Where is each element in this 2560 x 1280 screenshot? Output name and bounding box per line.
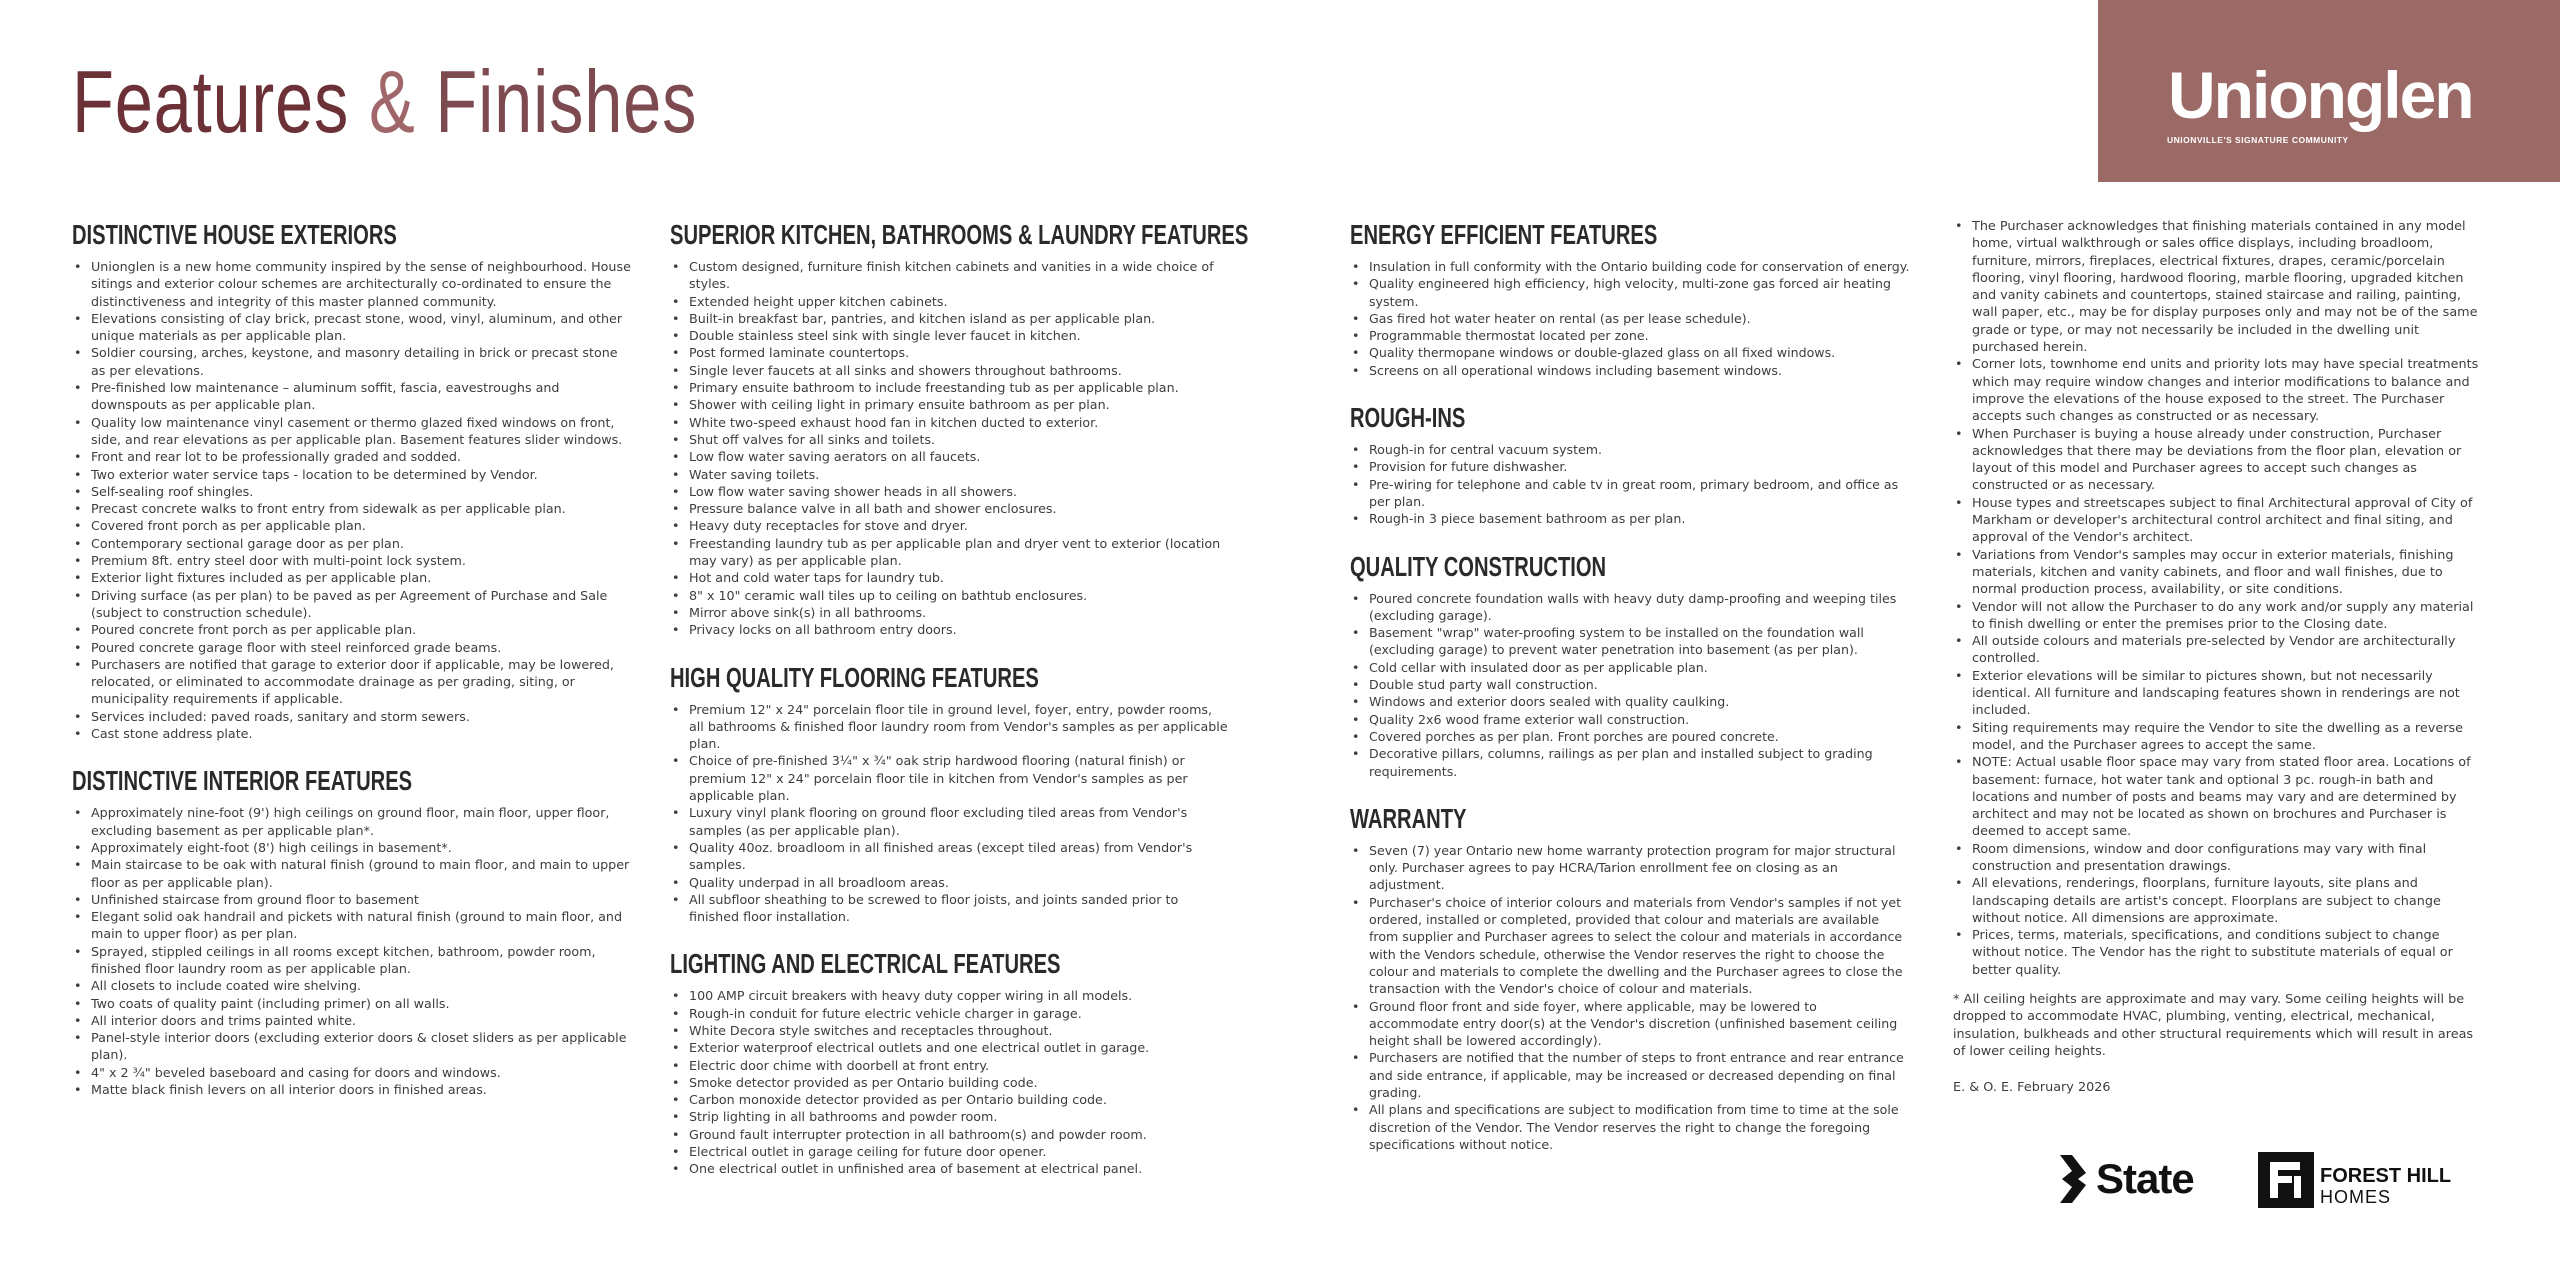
list-item: • Front and rear lot to be professionally graded and sodded. [72,448,632,465]
list-item: • Purchaser's choice of interior colours and materials from Vendor's samples if not yet ordered, installed or completed, provided that colour and materials are available from supplier and Purchaser agrees to select the colour and materials in accordance with the Vendors schedule, otherwise the Vendor reserves the right to choose the colour and materials to complete the dwelling and the Purchaser agrees to close the transaction with the Vendor's choice of colour and materials. [1350,894,1910,998]
list-item: • Luxury vinyl plank flooring on ground floor excluding tiled areas from Vendor's samples (as per applicable plan). [670,804,1230,839]
list-item: • Pre-wiring for telephone and cable tv in great room, primary bedroom, and office as per plan. [1350,476,1910,511]
list-item: • Gas fired hot water heater on rental (as per lease schedule). [1350,310,1910,327]
list-item: • Hot and cold water taps for laundry tub. [670,569,1230,586]
list-item: • Elegant solid oak handrail and pickets with natural finish (ground to main floor, and main to upper floor) as per plan. [72,908,632,943]
list-item: • Two exterior water service taps - location to be determined by Vendor. [72,466,632,483]
list-item: • Screens on all operational windows including basement windows. [1350,362,1910,379]
list-item: • Panel-style interior doors (excluding exterior doors & closet sliders as per applicable plan). [72,1029,632,1064]
list-item: • NOTE: Actual usable floor space may vary from stated floor area. Locations of basement: furnace, hot water tank and optional 3 pc. rough-in bath and locations and number of posts and beams may vary and are determined by architect and may not be located as shown on brochures and Purchaser is deemed to accept same. [1953,754,2488,840]
title-finishes: Finishes [435,52,698,151]
list-item: • 4" x 2 ¾" beveled baseboard and casing for doors and windows. [72,1064,632,1081]
list-item: • Rough-in 3 piece basement bathroom as per plan. [1350,510,1910,527]
list-item: • The Purchaser acknowledges that finishing materials contained in any model home, virtual walkthrough or sales office displays, including broadloom, furniture, mirrors, fireplaces, electrical fixtures, drapes, ceramic/porcelain flooring, vinyl flooring, hardwood flooring, marble flooring, upgraded kitchen and vanity cabinets and countertops, stained staircase and railing, painting, wall paper, etc., may be for display purposes only and may not be of the same grade or type, or may not necessarily be included in the dwelling unit purchased herein. [1953,218,2488,356]
forest-hill-homes-text: HOMES [2320,1187,2392,1207]
list-item: • Rough-in for central vacuum system. [1350,441,1910,458]
list-item: • Heavy duty receptacles for stove and dryer. [670,517,1230,534]
list-item: • Choice of pre-finished 3¼" x ¾" oak strip hardwood flooring (natural finish) or premium 12" x 24" porcelain floor tile in kitchen from Vendor's samples as per applicable plan. [670,752,1230,804]
section-heading-kitchen: SUPERIOR KITCHEN, BATHROOMS & LAUNDRY FEATURES [670,219,1249,250]
section-heading-lighting: LIGHTING AND ELECTRICAL FEATURES [670,948,1061,980]
ceiling-footnote: * All ceiling heights are approximate and may vary. Some ceiling heights will be dropped to accommodate HVAC, plumbing, venting, electrical, mechanical, insulation, bulkheads and other structural requirements which will result in areas of lower ceiling heights. [1953,992,2474,1059]
warranty-list [1350,842,1910,1153]
column-3 [1350,218,1910,1153]
section-heading-flooring: HIGH QUALITY FLOORING FEATURES [670,661,1039,693]
list-item: • Electric door chime with doorbell at front entry. [670,1057,1230,1074]
list-item: • All interior doors and trims painted white. [72,1012,632,1029]
section-heading-quality: QUALITY CONSTRUCTION [1350,550,1607,582]
list-item: • Ground fault interrupter protection in all bathroom(s) and powder room. [670,1126,1230,1143]
list-item: • Corner lots, townhome end units and priority lots may have special treatments which may require window changes and interior modifications to balance and improve the elevations of the house exposed to the street. The Purchaser accepts such changes as constructed or as necessary. [1953,356,2488,425]
list-item: • Pre-finished low maintenance – aluminum soffit, fascia, eavestroughs and downspouts as per applicable plan. [72,379,632,414]
quality-list [1350,590,1910,780]
list-item: • Quality low maintenance vinyl casement or thermo glazed fixed windows on front, side, and rear elevations as per applicable plan. Basement features slider windows. [72,414,632,449]
list-item: • Carbon monoxide detector provided as per Ontario building code. [670,1091,1230,1108]
list-item: • Elevations consisting of clay brick, precast stone, wood, vinyl, aluminum, and other unique materials as per applicable plan. [72,310,632,345]
list-item: • Premium 8ft. entry steel door with multi-point lock system. [72,552,632,569]
list-item: • White two-speed exhaust hood fan in kitchen ducted to exterior. [670,414,1230,431]
lighting-list [670,987,1230,1177]
column-4 [1953,218,2488,1095]
list-item: • Premium 12" x 24" porcelain floor tile in ground level, foyer, entry, powder rooms, all bathrooms & finished floor laundry room from Vendor's samples as per applicable plan. [670,701,1230,753]
title-ampersand: & [368,52,416,151]
energy-list [1350,258,1910,379]
eoe-date: E. & O. E. February 2026 [1953,1080,2111,1096]
state-logo-text: State [2096,1155,2194,1202]
exteriors-list [72,258,632,742]
column-1 [72,218,632,1098]
roughins-list [1350,441,1910,527]
kitchen-list [670,258,1230,639]
list-item: • Rough-in conduit for future electric vehicle charger in garage. [670,1005,1230,1022]
state-mark-icon [2058,1153,2088,1205]
section-heading-energy: ENERGY EFFICIENT FEATURES [1350,219,1658,250]
brand-logo-box [2098,0,2560,182]
list-item: • Sprayed, stippled ceilings in all rooms except kitchen, bathroom, powder room, finished floor laundry room as per applicable plan. [72,943,632,978]
list-item: • Poured concrete foundation walls with heavy duty damp-proofing and weeping tiles (excluding garage). [1350,590,1910,625]
section-heading-warranty: WARRANTY [1350,802,1467,834]
list-item: • Primary ensuite bathroom to include freestanding tub as per applicable plan. [670,379,1230,396]
list-item: • Vendor will not allow the Purchaser to do any work and/or supply any material to finish dwelling or enter the premises prior to the Closing date. [1953,599,2488,634]
list-item: • Driving surface (as per plan) to be paved as per Agreement of Purchase and Sale (subject to construction schedule). [72,587,632,622]
list-item: • Siting requirements may require the Vendor to site the dwelling as a reverse model, and the Purchaser agrees to accept the same. [1953,720,2488,755]
list-item: • Unionglen is a new home community inspired by the sense of neighbourhood. House sitings and exterior colour schemes are architecturally co-ordinated to ensure the distinctiveness and integrity of this master planned community. [72,258,632,310]
list-item: • Electrical outlet in garage ceiling for future door opener. [670,1143,1230,1160]
list-item: • Insulation in full conformity with the Ontario building code for conservation of energy. [1350,258,1910,275]
list-item: • Variations from Vendor's samples may occur in exterior materials, finishing materials, kitchen and vanity cabinets, and floor and wall finishes, due to normal production process, availability, or site conditions. [1953,547,2488,599]
list-item: • Double stainless steel sink with single lever faucet in kitchen. [670,327,1230,344]
list-item: • Post formed laminate countertops. [670,344,1230,361]
list-item: • Privacy locks on all bathroom entry doors. [670,621,1230,638]
list-item: • Ground floor front and side foyer, where applicable, may be lowered to accommodate entry door(s) at the Vendor's discretion (unfinished basement ceiling height shall be lowered accordingly). [1350,998,1910,1050]
list-item: • White Decora style switches and receptacles throughout. [670,1022,1230,1039]
list-item: • Prices, terms, materials, specifications, and conditions subject to change without notice. The Vendor has the right to substitute materials of equal or better quality. [1953,927,2488,979]
list-item: • Poured concrete garage floor with steel reinforced grade beams. [72,639,632,656]
section-heading-exteriors: DISTINCTIVE HOUSE EXTERIORS [72,219,397,250]
list-item: • Custom designed, furniture finish kitchen cabinets and vanities in a wide choice of styles. [670,258,1230,293]
interior-list [72,804,632,1098]
list-item: • All closets to include coated wire shelving. [72,977,632,994]
list-item: • Double stud party wall construction. [1350,676,1910,693]
list-item: • All outside colours and materials pre-selected by Vendor are architecturally controlled. [1953,633,2488,668]
list-item: • Cold cellar with insulated door as per applicable plan. [1350,659,1910,676]
list-item: • Smoke detector provided as per Ontario building code. [670,1074,1230,1091]
list-item: • One electrical outlet in unfinished area of basement at electrical panel. [670,1160,1230,1177]
page-title [72,52,698,151]
list-item: • Quality thermopane windows or double-glazed glass on all fixed windows. [1350,344,1910,361]
brand-tagline: UNIONVILLE'S SIGNATURE COMMUNITY [2167,135,2349,145]
list-item: • Room dimensions, window and door configurations may vary with final construction and presentation drawings. [1953,841,2488,876]
forest-hill-text: FOREST HILL [2320,1165,2452,1187]
list-item: • Freestanding laundry tub as per applicable plan and dryer vent to exterior (location may vary) as per applicable plan. [670,535,1230,570]
list-item: • Exterior elevations will be similar to pictures shown, but not necessarily identical. All furniture and landscaping features shown in renderings are not included. [1953,668,2488,720]
list-item: • Soldier coursing, arches, keystone, and masonry detailing in brick or precast stone as per elevations. [72,344,632,379]
list-item: • Quality engineered high efficiency, high velocity, multi-zone gas forced air heating system. [1350,275,1910,310]
list-item: • Seven (7) year Ontario new home warranty protection program for major structural only. Purchaser agrees to pay HCRA/Tarion enrollment fee on closing as an adjustment. [1350,842,1910,894]
list-item: • Approximately eight-foot (8') high ceilings in basement*. [72,839,632,856]
list-item: • Purchasers are notified that garage to exterior door if applicable, may be lowered, relocated, or eliminated to accommodate drainage as per grading, siting, or municipality requirements if applicable. [72,656,632,708]
list-item: • Extended height upper kitchen cabinets. [670,293,1230,310]
list-item: • Exterior waterproof electrical outlets and one electrical outlet in garage. [670,1039,1230,1056]
forest-hill-logo [2258,1152,2498,1212]
list-item: • Contemporary sectional garage door as per plan. [72,535,632,552]
list-item: • Two coats of quality paint (including primer) on all walls. [72,995,632,1012]
state-logo [2058,1150,2218,1210]
list-item: • Cast stone address plate. [72,725,632,742]
list-item: • Low flow water saving aerators on all faucets. [670,448,1230,465]
list-item: • Single lever faucets at all sinks and showers throughout bathrooms. [670,362,1230,379]
list-item: • Shut off valves for all sinks and toilets. [670,431,1230,448]
list-item: • Mirror above sink(s) in all bathrooms. [670,604,1230,621]
list-item: • Covered front porch as per applicable plan. [72,517,632,534]
list-item: • Quality underpad in all broadloom areas. [670,874,1230,891]
list-item: • Exterior light fixtures included as per applicable plan. [72,569,632,586]
list-item: • Windows and exterior doors sealed with quality caulking. [1350,693,1910,710]
list-item: • Built-in breakfast bar, pantries, and kitchen island as per applicable plan. [670,310,1230,327]
list-item: • Main staircase to be oak with natural finish (ground to main floor, and main to upper floor as per applicable plan). [72,856,632,891]
list-item: • Pressure balance valve in all bath and shower enclosures. [670,500,1230,517]
list-item: • Self-sealing roof shingles. [72,483,632,500]
list-item: • Programmable thermostat located per zone. [1350,327,1910,344]
list-item: • All plans and specifications are subject to modification from time to time at the sole discretion of the Vendor. The Vendor reserves the right to change the foregoing specifications without notice. [1350,1101,1910,1153]
column-2 [670,218,1249,1178]
list-item: • Purchasers are notified that the number of steps to front entrance and rear entrance and side entrance, if applicable, may be increased or decreased depending on final grading. [1350,1049,1910,1101]
list-item: • Unfinished staircase from ground floor to basement [72,891,632,908]
list-item: • Poured concrete front porch as per applicable plan. [72,621,632,638]
list-item: • Shower with ceiling light in primary ensuite bathroom as per plan. [670,396,1230,413]
list-item: • Quality 40oz. broadloom in all finished areas (except tiled areas) from Vendor's samples. [670,839,1230,874]
section-heading-roughins: ROUGH-INS [1350,402,1466,434]
list-item: • House types and streetscapes subject to final Architectural approval of City of Markham or developer's architectural control architect and final siting, and approval of the Vendor's architect. [1953,495,2488,547]
list-item: • 8" x 10" ceramic wall tiles up to ceiling on bathtub enclosures. [670,587,1230,604]
list-item: • Quality 2x6 wood frame exterior wall construction. [1350,711,1910,728]
list-item: • Precast concrete walks to front entry from sidewalk as per applicable plan. [72,500,632,517]
list-item: • Covered porches as per plan. Front porches are poured concrete. [1350,728,1910,745]
list-item: • Low flow water saving shower heads in all showers. [670,483,1230,500]
list-item: • Strip lighting in all bathrooms and powder room. [670,1108,1230,1125]
list-item: • Decorative pillars, columns, railings as per plan and installed subject to grading requirements. [1350,745,1910,780]
forest-hill-mark-icon [2258,1152,2314,1208]
list-item: • When Purchaser is buying a house already under construction, Purchaser acknowledges that there may be deviations from the floor plan, elevation or layout of this model and Purchaser agrees to accept such changes as constructed or as necessary. [1953,426,2488,495]
list-item: • Services included: paved roads, sanitary and storm sewers. [72,708,632,725]
list-item: • Provision for future dishwasher. [1350,458,1910,475]
list-item: • Basement "wrap" water-proofing system to be installed on the foundation wall (excluding garage) to prevent water penetration into basement (as per plan). [1350,624,1910,659]
list-item: • Approximately nine-foot (9') high ceilings on ground floor, main floor, upper floor, excluding basement as per applicable plan*. [72,804,632,839]
section-heading-interior: DISTINCTIVE INTERIOR FEATURES [72,765,413,797]
list-item: • Water saving toilets. [670,466,1230,483]
unionglen-logo: Unionglen [2168,58,2473,132]
list-item: • Matte black finish levers on all interior doors in finished areas. [72,1081,632,1098]
notes-list [1953,218,2488,979]
title-features: Features [72,52,350,151]
list-item: • 100 AMP circuit breakers with heavy duty copper wiring in all models. [670,987,1230,1004]
list-item: • All elevations, renderings, floorplans, furniture layouts, site plans and landscaping details are artist's concept. Floorplans are subject to change without notice. All dimensions are approximate. [1953,875,2488,927]
flooring-list [670,701,1230,926]
list-item: • All subfloor sheathing to be screwed to floor joists, and joints sanded prior to finished floor installation. [670,891,1230,926]
